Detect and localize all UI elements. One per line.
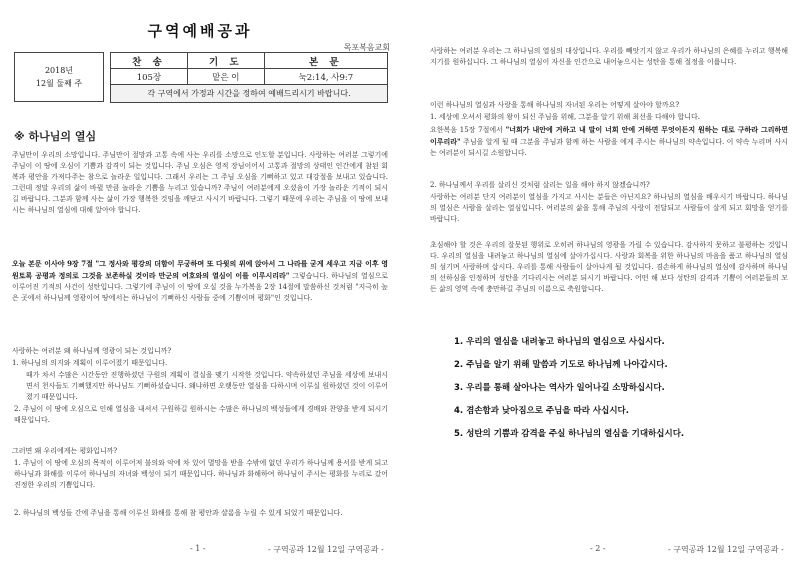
prayer-value: 맡은 이 (187, 69, 264, 85)
resolution-item: 5. 성탄의 기쁨과 감격을 주실 하나님의 열심을 기대하십시다. (454, 429, 685, 439)
resolution-item: 1. 우리의 열심을 내려놓고 하나님의 열심으로 사십시다. (454, 337, 665, 347)
resolution-item: 3. 우리를 통해 살아나는 역사가 일어나길 소망하십시다. (454, 383, 665, 393)
answer-1-heading: 1. 하나님의 의지와 계획이 이루어졌기 때문입니다. (12, 359, 168, 367)
point-1-body (430, 124, 788, 159)
resolution-item: 4. 겸손함과 낮아짐으로 주님을 따라 사십시다. (454, 406, 629, 416)
point-2-heading: 2. 하나님께서 우리를 살리신 것처럼 살리는 일을 해야 하지 않겠습니까? (430, 181, 650, 189)
object-of-zeal-paragraph: 사랑하는 여러분 우리는 그 하나님의 열심의 대상입니다. 우리를 빼앗기지 않고 우리가 하나님의 은혜를 누리고 행복해지기를 원하십니다. 그 하나님의 열심이 자신을 인간으로 내어놓으시는 성탄을 통해 절정을 이룹니다. (430, 47, 788, 66)
church-name: 목포복음교회 (343, 43, 390, 52)
prayer-header: 기 도 (187, 53, 264, 69)
point-2-body: 사랑하는 여러분 단지 여러분이 열심을 가지고 사시는 분들은 아닌지요? 하나님의 열심을 배우시기 바랍니다. 하나님의 열심은 사람을 살리는 열심입니다. 여러분의 삶을 통해 주님의 사랑이 전달되고 사람들이 살게 되고 회망을 얻기를 바랍니다. (430, 193, 788, 223)
scripture-paragraph (12, 258, 388, 304)
hymn-header: 찬 송 (111, 53, 188, 69)
resolutions-list (454, 335, 774, 450)
section-title: ※ 하나님의 열심 (14, 130, 97, 143)
point-1-pre: 요한복음 15장 7절에서 (430, 126, 506, 134)
worship-order-table (110, 52, 388, 103)
question-peace: 그러면 왜 우리에게는 평화입니까? (12, 447, 118, 455)
document-title: 구역예배공과 (147, 22, 253, 40)
date-year: 2018년 (44, 66, 74, 75)
scripture-value: 눅2:14, 사9:7 (264, 69, 387, 85)
page-number-2: - 2 - (590, 544, 606, 553)
resolution-item: 2. 주님을 알기 위해 말씀과 기도로 하나님께 나아갑시다. (454, 360, 668, 370)
point-1-heading: 1. 세상에 오셔서 평화의 왕이 되신 주님을 위해, 그분을 알기 위해 최선을 다해야 합니다. (430, 113, 700, 121)
right-page (400, 0, 800, 566)
question-glory: 사랑하는 여러분 왜 하나님께 영광이 되는 것입니까? (12, 347, 172, 355)
scripture-quote: 오늘 본문 이사야 9장 7절 "그 정사와 평강의 더함이 무궁하며 또 다윗의 위에 앉아서 그 나라를 굳게 세우고 지금 이후 영원토록 공평과 정의로 그것을 보존하실 것이라 만군의 여호와의 열심이 이를 이루시리라" (12, 259, 388, 280)
hymn-value: 105장 (111, 69, 188, 85)
answer-1-body: 때가 차서 수많은 시간동안 진행하셨던 구원의 계획이 결실을 맺기 시작한 것입니다. 약속하셨던 주님을 세상에 보내시면서 천사들도 기뻐했지만 하나님도 기뻐하셨습니다. 왜냐하면 오랫동안 열심을 다하시며 이루실 원하셨던 것이 이루어졌기 때문입니다. (26, 371, 388, 401)
intro-paragraph: 주님만이 우리의 소망입니다. 주님만이 절망과 고통 속에 사는 우리를 소망으로 인도할 분입니다. 사랑하는 여러분 그렇기에 주님이 이 땅에 오심이 기쁨과 감격이 되는 것입니다. 주님 오심은 영적 장님이어서 고통과 절망의 상태인 인간에게 참된 회복과 평안을 가져다주는 참으로 놀라운 일입니다. 그래서 우리는 그 주님 오심을 기뻐하고 있고 대강절을 보내고 있습니다. 그런데 정말 우리의 삶이 바뀔 만큼 놀라운 기쁨을 누리고 있습니까? 주님이 여러분에게 오셨음이 가장 놀라운 기적이 되시길 바랍니다. 그분과 함께 사는 삶이 가장 행복한 것임을 깨닫고 사시기 바랍니다. 그렇기 때문에 우리는 주님을 이 땅에 보내시는 하나님의 열심에 대해 알아야 합니다. (12, 151, 388, 214)
date-box (14, 52, 104, 102)
point-1-quote: "너희가 내안에 거하고 내 말이 너희 안에 거하면 무엇이든지 원하는 대로 구하라 그리하면 이루리라" (430, 125, 788, 146)
page-number-1: - 1 - (190, 544, 206, 553)
point-1-post: 주님을 알게 될 때 그분을 주님과 함께 하는 사람을 에게 주시는 하나님의 약속입니다. 이 약속 누리며 사시는 여러분이 되시길 소원합니다. (430, 138, 788, 157)
footer-label-1: - 구역공과 12월 12일 구역공과 - (268, 545, 384, 554)
peace-answer-1: 1. 주님이 이 땅에 오심의 목적이 이루어져 불의와 악에 차 있어 멸망을 받을 수밖에 없던 우리가 하나님께 용서를 받게 되고 하나님과 화해를 이루어 하나님의 자녀와 백성이 되기 때문입니다. 하나님과 화해하여 하나님이 주시는 평화를 누리로 갔어 진정한 우리의 기쁨입니다. (14, 459, 388, 489)
date-week: 12월 둘째 주 (35, 79, 83, 88)
footer-label-2: - 구역공과 12월 12일 구역공과 - (668, 545, 784, 554)
how-to-live-question: 이런 하나님의 열심과 사랑을 통해 하나님의 자녀된 우리는 어떻게 살아야 할까요? (430, 101, 680, 109)
closing-paragraph: 초심해야 할 것은 우리의 잘못된 행위로 오히려 하나님의 영광을 가릴 수 있습니다. 감사하지 못하고 불평하는 것입니다. 우리의 열심을 내려놓고 하나님의 열심에 살아가십시다. 사랑과 회복을 위한 하나님의 마음을 품고 하나님의 열심의 섬기며 사랑하며 삽시다. 우리를 통해 사람들이 살아나게 될 것입니다. 겸손하게 하나님의 열심에 감사하며 하나님의 선하심을 인정하며 성탄을 기다리시는 여러분 되시기 바랍니다. 어떤 해 보다 성탄의 감격과 기쁨이 여러분들의 모든 삶의 영역 속에 충만하길 주님의 이름으로 축원합니다. (430, 241, 788, 293)
worship-notice: 각 구역에서 가정과 시간을 정하여 예배드리시기 바랍니다. (111, 85, 388, 103)
scripture-commentary: 그렇습니다. 하나님의 열심으로 이루어진 기적의 사건이 성탄입니다. 그렇기에 주님이 이 땅에 오실 것을 누가복음 2장 14절에 말씀하신 것처럼 "지극히 높은 곳에서 하나님께 영광이여 땅에서는 하나님이 기뻐하신 사람들 중에 기쁨이며 평화"인 것입니다. (12, 272, 388, 302)
peace-answer-2: 2. 하나님의 백성들 간에 주님을 통해 이루신 화해를 통해 참 평안과 샬롬을 누릴 수 있게 되었기 때문입니다. (14, 509, 343, 517)
answer-2-heading: 2. 주님이 이 땅에 오심으로 인해 열심을 내셔서 구원하길 원하시는 수많은 하나님의 백성들에게 경배와 찬양을 받게 되시기 때문입니다. (14, 405, 388, 424)
scripture-header: 본 문 (264, 53, 387, 69)
